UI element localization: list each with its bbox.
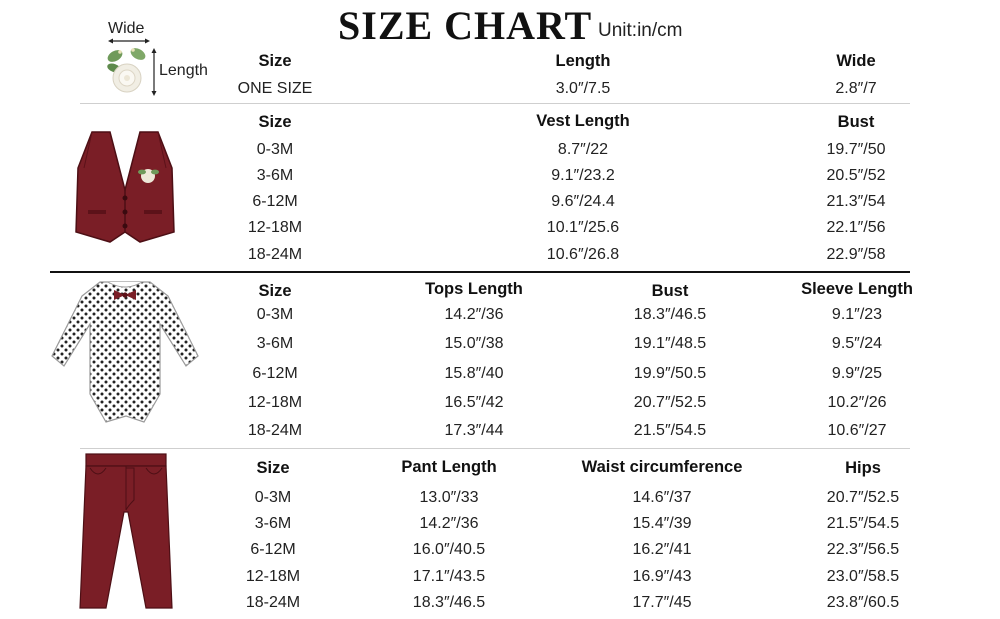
cell: ONE SIZE — [237, 80, 313, 97]
cell: 12-18M — [245, 568, 301, 585]
cell: 21.5″/54.5 — [633, 422, 707, 439]
cell: 20.7″/52.5 — [633, 394, 707, 411]
cell: 15.8″/40 — [444, 365, 504, 382]
cell: 0-3M — [256, 306, 294, 323]
cell: 10.2″/26 — [827, 394, 887, 411]
cell: 9.5″/24 — [831, 335, 883, 352]
unit-label: Unit:in/cm — [598, 20, 683, 41]
cell: 18.3″/46.5 — [412, 594, 486, 611]
cell: 22.3″/56.5 — [826, 541, 900, 558]
cell: 18-24M — [247, 422, 303, 439]
cell: 23.0″/58.5 — [826, 568, 900, 585]
cell: 10.1″/25.6 — [546, 219, 620, 236]
header-vest-length: Vest Length — [536, 112, 630, 130]
cell: 22.1″/56 — [826, 219, 886, 236]
cell: 6-12M — [252, 365, 298, 382]
header-hips: Hips — [845, 459, 881, 477]
header-bust: Bust — [651, 282, 689, 300]
cell: 16.5″/42 — [444, 394, 504, 411]
cell: 15.0″/38 — [444, 335, 504, 352]
cell: 14.6″/37 — [632, 489, 692, 506]
divider — [80, 448, 910, 449]
cell: 12-18M — [247, 394, 303, 411]
cell: 9.1″/23.2 — [551, 167, 615, 184]
cell: 19.9″/50.5 — [633, 365, 707, 382]
cell: 17.7″/45 — [632, 594, 692, 611]
cell: 16.0″/40.5 — [412, 541, 486, 558]
cell: 20.5″/52 — [826, 167, 886, 184]
cell: 16.9″/43 — [632, 568, 692, 585]
cell: 16.2″/41 — [632, 541, 692, 558]
cell: 12-18M — [247, 219, 303, 236]
cell: 3.0″/7.5 — [555, 80, 611, 97]
cell: 20.7″/52.5 — [826, 489, 900, 506]
cell: 14.2″/36 — [419, 515, 479, 532]
divider — [50, 271, 910, 273]
cell: 8.7″/22 — [557, 141, 609, 158]
cell: 18-24M — [245, 594, 301, 611]
cell: 13.0″/33 — [419, 489, 479, 506]
cell: 17.3″/44 — [444, 422, 504, 439]
cell: 0-3M — [254, 489, 292, 506]
length-annotation: Length — [159, 62, 208, 79]
cell: 23.8″/60.5 — [826, 594, 900, 611]
header-size: Size — [258, 282, 292, 300]
header-tops-length: Tops Length — [425, 280, 523, 298]
pants-image — [76, 452, 176, 612]
cell: 18.3″/46.5 — [633, 306, 707, 323]
cell: 21.5″/54.5 — [826, 515, 900, 532]
cell: 15.4″/39 — [632, 515, 692, 532]
cell: 9.9″/25 — [831, 365, 883, 382]
cell: 21.3″/54 — [826, 193, 886, 210]
romper-image — [48, 276, 202, 426]
divider — [80, 103, 910, 104]
cell: 6-12M — [250, 541, 296, 558]
cell: 9.6″/24.4 — [551, 193, 615, 210]
cell: 6-12M — [252, 193, 298, 210]
cell: 19.1″/48.5 — [633, 335, 707, 352]
cell: 3-6M — [254, 515, 292, 532]
cell: 0-3M — [256, 141, 294, 158]
header-size: Size — [258, 113, 292, 131]
header-wide: Wide — [836, 52, 876, 70]
cell: 19.7″/50 — [826, 141, 886, 158]
header-waist-circumference: Waist circumference — [581, 458, 743, 476]
cell: 2.8″/7 — [835, 80, 877, 97]
vest-image — [70, 128, 180, 244]
header-length: Length — [555, 52, 611, 70]
cell: 10.6″/27 — [827, 422, 887, 439]
header-sleeve-length: Sleeve Length — [801, 280, 913, 298]
header-pant-length: Pant Length — [401, 458, 497, 476]
cell: 22.9″/58 — [826, 246, 886, 263]
header-bust: Bust — [837, 113, 875, 131]
cell: 3-6M — [256, 335, 294, 352]
cell: 10.6″/26.8 — [546, 246, 620, 263]
header-size: Size — [258, 52, 292, 70]
header-size: Size — [256, 459, 290, 477]
cell: 17.1″/43.5 — [412, 568, 486, 585]
boutonniere-image — [100, 38, 160, 100]
cell: 14.2″/36 — [444, 306, 504, 323]
wide-annotation: Wide — [108, 20, 145, 37]
cell: 18-24M — [247, 246, 303, 263]
cell: 9.1″/23 — [831, 306, 883, 323]
page-title: SIZE CHART — [338, 3, 593, 48]
cell: 3-6M — [256, 167, 294, 184]
